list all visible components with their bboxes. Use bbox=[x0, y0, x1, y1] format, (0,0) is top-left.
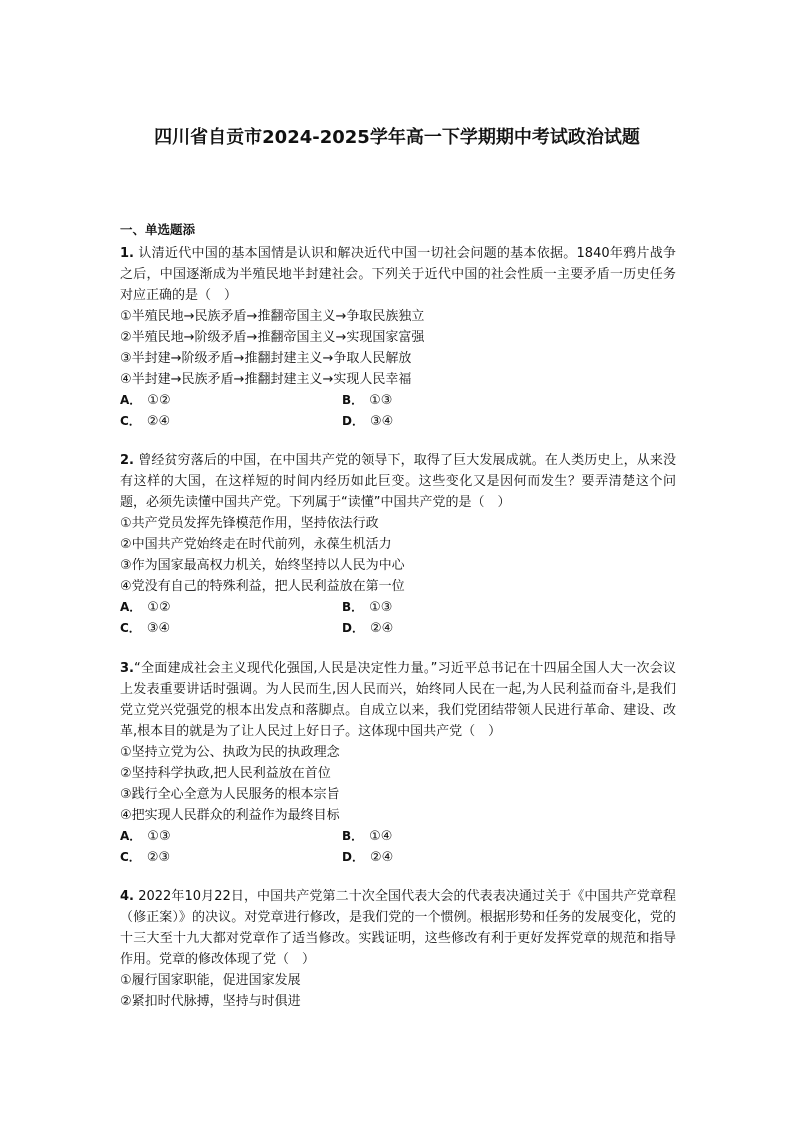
answer-text: ①③ bbox=[147, 829, 171, 844]
statement-option: ②中国共产党始终走在时代前列，永葆生机活力 bbox=[120, 537, 392, 552]
answer-letter: A． bbox=[120, 600, 142, 614]
question-3 bbox=[120, 658, 676, 868]
question-4 bbox=[120, 886, 676, 1012]
answer-letter: A． bbox=[120, 829, 142, 843]
answer-letter: A． bbox=[120, 393, 142, 407]
question-number: 1. bbox=[120, 246, 134, 261]
answer-letter: D． bbox=[342, 850, 364, 864]
question-text: 认清近代中国的基本国情是认识和解决近代中国一切社会问题的基本依据。1840年鸦片战争之后，中国逐渐成为半殖民地半封建社会。下列关于近代中国的社会性质一主要矛盾一历史任务对应正确的是（ ） bbox=[120, 246, 676, 303]
answer-letter: B． bbox=[342, 393, 364, 407]
answer-text: ②④ bbox=[146, 414, 171, 429]
question-stem bbox=[120, 450, 676, 513]
answer-text: ①③ bbox=[369, 600, 393, 615]
answer-choice-b[interactable] bbox=[342, 390, 564, 411]
question-number: 3. bbox=[120, 661, 134, 676]
statement-option: ①履行国家职能，促进国家发展 bbox=[120, 973, 301, 988]
question-text: “全面建成社会主义现代化强国,人民是决定性力量。”习近平总书记在十四届全国人大一次会议上发表重要讲话时强调。为人民而生,因人民而兴，始终同人民在一起,为人民利益而奋斗,是我们党立党兴党强党的根本出发点和落脚点。自成立以来，我们党团结带领人民进行革命、建设、改革,根本目的就是为了让人民过上好日子。这体现中国共产党（ ） bbox=[120, 661, 676, 739]
question-stem bbox=[120, 243, 676, 306]
statement-option: ④把实现人民群众的利益作为最终目标 bbox=[120, 808, 340, 823]
answer-choice-a[interactable] bbox=[120, 390, 342, 411]
answer-letter: C． bbox=[120, 621, 141, 635]
answer-letter: B． bbox=[342, 829, 364, 843]
answer-text: ③④ bbox=[369, 414, 394, 429]
answer-choice-d[interactable] bbox=[342, 411, 564, 432]
answer-choices bbox=[120, 826, 676, 868]
statement-option: ②坚持科学执政,把人民利益放在首位 bbox=[120, 766, 331, 781]
statement-option: ④半封建→民族矛盾→推翻封建主义→实现人民幸福 bbox=[120, 372, 412, 387]
answer-choice-c[interactable] bbox=[120, 847, 342, 868]
statement-option: ③作为国家最高权力机关，始终坚持以人民为中心 bbox=[120, 558, 405, 573]
answer-letter: D． bbox=[342, 621, 364, 635]
answer-letter: D． bbox=[342, 414, 364, 428]
answer-letter: C． bbox=[120, 850, 141, 864]
question-number: 4. bbox=[120, 889, 134, 904]
question-stem bbox=[120, 886, 676, 970]
statement-option: ①半殖民地→民族矛盾→推翻帝国主义→争取民族独立 bbox=[120, 309, 425, 324]
statement-option: ③践行全心全意为人民服务的根本宗旨 bbox=[120, 787, 340, 802]
question-2 bbox=[120, 450, 676, 639]
answer-text: ②④ bbox=[369, 621, 394, 636]
answer-text: ①② bbox=[147, 600, 171, 615]
statement-option: ③半封建→阶级矛盾→推翻封建主义→争取人民解放 bbox=[120, 351, 412, 366]
statement-option: ②紧扣时代脉搏，坚持与时俱进 bbox=[120, 994, 301, 1009]
page-title: 四川省自贡市2024-2025学年高一下学期期中考试政治试题 bbox=[154, 127, 640, 148]
answer-text: ①③ bbox=[369, 393, 393, 408]
statement-option: ①共产党员发挥先锋模范作用，坚持依法行政 bbox=[120, 516, 379, 531]
answer-choice-b[interactable] bbox=[342, 597, 564, 618]
answer-choice-c[interactable] bbox=[120, 411, 342, 432]
answer-choice-d[interactable] bbox=[342, 847, 564, 868]
answer-choices bbox=[120, 390, 676, 432]
answer-choice-d[interactable] bbox=[342, 618, 564, 639]
question-stem bbox=[120, 658, 676, 742]
answer-choice-b[interactable] bbox=[342, 826, 564, 847]
question-1 bbox=[120, 243, 676, 432]
statement-option: ①坚持立党为公、执政为民的执政理念 bbox=[120, 745, 340, 760]
answer-choices bbox=[120, 597, 676, 639]
answer-text: ③④ bbox=[146, 621, 171, 636]
answer-letter: B． bbox=[342, 600, 364, 614]
question-text: 曾经贫穷落后的中国，在中国共产党的领导下，取得了巨大发展成就。在人类历史上，从来没有这样的大国，在这样短的时间内经历如此巨变。这些变化又是因何而发生？要弄清楚这个问题，必须先读懂中国共产党。下列属于“读懂”中国共产党的是（ ） bbox=[120, 453, 676, 510]
answer-text: ②③ bbox=[146, 850, 171, 865]
answer-choice-a[interactable] bbox=[120, 826, 342, 847]
question-number: 2. bbox=[120, 453, 134, 468]
answer-choice-a[interactable] bbox=[120, 597, 342, 618]
section-heading: 一、单选题添 bbox=[120, 222, 196, 237]
answer-choice-c[interactable] bbox=[120, 618, 342, 639]
statement-option: ②半殖民地→阶级矛盾→推翻帝国主义→实现国家富强 bbox=[120, 330, 425, 345]
statement-option: ④党没有自己的特殊利益，把人民利益放在第一位 bbox=[120, 579, 405, 594]
answer-text: ①④ bbox=[369, 829, 393, 844]
question-text: 2022年10月22日，中国共产党第二十次全国代表大会的代表表决通过关于《中国共产党章程（修正案）》的决议。对党章进行修改，是我们党的一个惯例。根据形势和任务的发展变化，党的十三大至十九大都对党章作了适当修改。实践证明，这些修改有利于更好发挥党章的规范和指导作用。党章的修改体现了党（ ） bbox=[120, 889, 676, 967]
answer-text: ①② bbox=[147, 393, 171, 408]
answer-letter: C． bbox=[120, 414, 141, 428]
answer-text: ②④ bbox=[369, 850, 394, 865]
